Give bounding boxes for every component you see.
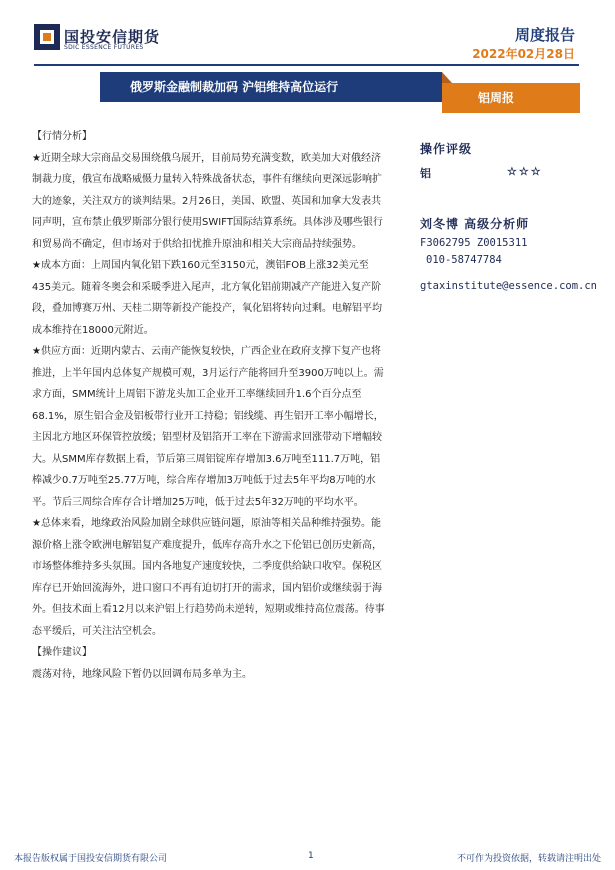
report-category-tag: 铝周报	[442, 83, 580, 113]
section-heading-advice: 【操作建议】	[32, 647, 92, 658]
paragraph-supply-demand: ★供应方面：近期内蒙古、云南产能恢复较快，广西企业在政府支撑下复产也将推进，上半年国内总体复产规模可观，3月运行产能将回升至3900万吨以上。需求方面，SMM统计上周铝下游龙头加工企业开工率继续回升1.6个百分点至68.1%，原生铝合金及铝板带行业开工持稳；铝线缆、再生铝开工率小幅增长，主因北方地区环保管控放缓；铝型材及铝箔开工率在下游需求回涨带动下增幅较大。从SMM库存数据上看，节后第三周铝锭库存增加3.6万吨至111.7万吨，铝棒减少0.7万吨至25.77万吨，综合库存增加3万吨低于过去5年平均8万吨的水平。节后三周综合库存合计增加25万吨，低于过去5年32万吨的平均水平。	[32, 346, 384, 508]
paragraph-cost: ★成本方面：上周国内氧化铝下跌160元至3150元，澳铝FOB上涨32美元至435美元。随着冬奥会和采暖季进入尾声，北方氧化铝前期减产产能进入复产阶段，叠加博赛万州、天桂二期等新投产能投产，氧化铝将转向过剩。电解铝平均成本维持在18000元附近。	[32, 260, 382, 336]
rating-commodity: 铝	[420, 167, 431, 180]
analyst-phone: 010-58747784	[426, 254, 502, 266]
header-divider	[34, 64, 579, 66]
report-date: 2022年02月28日	[472, 47, 575, 61]
logo-icon	[34, 24, 60, 50]
main-content	[32, 126, 387, 685]
section-heading-analysis: 【行情分析】	[32, 131, 92, 142]
analyst-certificate: F3062795 Z0015311	[420, 237, 528, 249]
paragraph-overview: ★近期全球大宗商品交易围绕俄乌展开，目前局势充满变数，欧美加大对俄经济制裁力度，俄宣布战略威慑力量转入特殊战备状态，事件有继续向更深远影响扩大的迹象，关注双方的谈判结果。2月26日，美国、欧盟、英国和加拿大发表共同声明，宣布禁止俄罗斯部分银行使用SWIFT国际结算系统。具体涉及哪些银行和贸易尚不确定，但市场对于供给扣忧推升原油和相关大宗商品持续强势。	[32, 152, 383, 250]
rating-row	[420, 165, 615, 181]
sidebar	[420, 140, 615, 292]
report-type: 周度报告	[514, 26, 575, 44]
page-number: 1	[308, 851, 314, 861]
tag-fold	[442, 72, 452, 83]
analyst-email[interactable]: gtaxinstitute@essence.com.cn	[420, 280, 598, 292]
analyst-name: 刘冬博 高级分析师	[420, 217, 530, 231]
paragraph-advice: 震荡对待，地缘风险下暂仍以回调布局多单为主。	[32, 668, 252, 680]
logo-name-en: SDIC ESSENCE FUTURES	[64, 44, 144, 51]
rating-stars: ☆☆☆	[507, 165, 543, 178]
rating-title: 操作评级	[420, 142, 473, 156]
footer-copyright: 本报告版权属于国投安信期货有限公司	[14, 854, 168, 864]
report-title-banner: 俄罗斯金融制裁加码 沪铝维持高位运行	[100, 72, 442, 102]
logo-name-cn: 国投安信期货	[64, 28, 161, 46]
footer-disclaimer: 不可作为投资依据，转载请注明出处	[456, 854, 601, 864]
paragraph-summary: ★总体来看，地缘政治风险加剧全球供应链问题，原油等相关品种维持强势。能源价格上涨令欧洲电解铝复产难度提升，低库存高升水之下伦铝已创历史新高，市场整体维持多头氛围。国内各地复产速度较快，二季度供给缺口收窄。保税区库存已开始回流海外，进口窗口不再有迫切打开的需求，国内铝价或继续弱于海外。但技术面上看12月以来沪铝上行趋势尚未逆转，短期或维持高位震荡。待事态平缓后，可关注沽空机会。	[32, 518, 385, 637]
